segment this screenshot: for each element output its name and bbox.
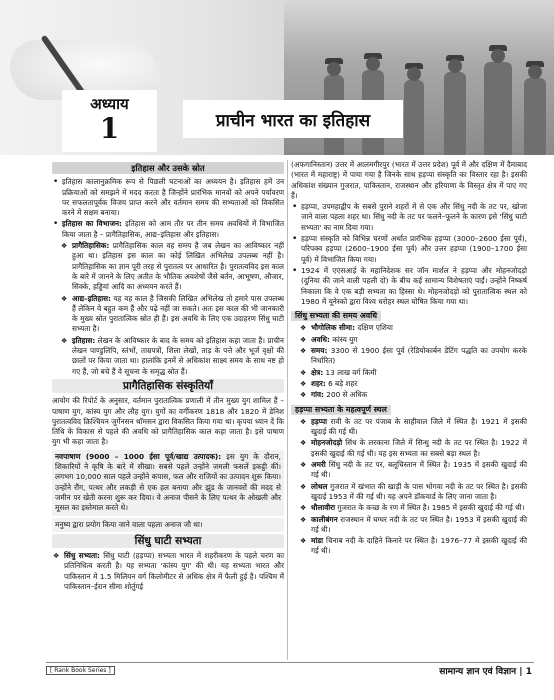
sub-bullet-paragraph: ❖ इतिहास: लेखन के आविष्कार के बाद के समय को इतिहास कहा जाता है। प्राचीन लेखन पाण्डुलिपि, स्तंभों, ताम्रपत्रों, शिला लेखों, ताड़ के पत्ते और भूर्ज वृक्षों की छालों पर किया जाता था। हालांकि इनमें से अधिकांश साक्ष्य समय के साथ नष्ट हो गए हैं, जो बचे हैं वे सूचना के समृद्ध स्रोत हैं। — [60, 336, 284, 377]
sub-heading: सिंधु सभ्यता की समय अवधि — [291, 311, 381, 321]
list-item: ❖ हड़प्पा रावी के तट पर पंजाब के साहीवाल जिले में स्थित है। 1921 में इसकी खुदाई की गई थी। — [299, 417, 527, 438]
list-item: ❖ मोहनजोदड़ो सिंध के लरकाना जिले में सिन्धु नदी के तट पर स्थित है। 1922 में इसकी खुदाई की गई थी। यह इस सभ्यता का सबसे बड़ा स्थल है। — [299, 438, 527, 459]
list-item: ❖ धौलावीरा गुजरात के कच्छ के रण में स्थित है। 1985 में इसकी खुदाई की गई थी। — [299, 503, 527, 513]
highlight-paragraph: मनुष्य द्वारा प्रयोग किया जाने वाला पहला अनाज जौ था। — [52, 518, 284, 532]
paragraph: (अफगानिस्तान) उत्तर में आलमगीरपुर (भारत में उत्तर प्रदेश) पूर्व में और दक्षिण में दैमाबाद (भारत में महाराष्ट्र) में पाया गया है जिनके साथ हड़प्पा संस्कृति का विस्तार रहा है। इसकी अधिकांश संख्यान गुजरात, पाकिस्तान, राजस्थान और हरियाणा के विस्तृत क्षेत्र में पाए गए हैं। — [291, 160, 527, 200]
series-badge: [ Rank Book Series ] — [46, 666, 115, 675]
list-item: ❖ भौगोलिक सीमा: दक्षिण एशिया — [299, 323, 527, 333]
title-box — [183, 100, 403, 138]
left-column — [52, 160, 284, 593]
paragraph: आयोग की रिपोर्ट के अनुसार, वर्तमान पुरातात्विक प्रणाली में तीन मुख्य युग शामिल हैं – पाषाण युग, कांस्य युग और लौह युग। युगों का वर्गीकरण 1818 और 1820 में डेनिश पुरातत्वविद क्रिश्चियन जुर्गेनसन थॉमसन द्वारा विकसित किया गया था। कृपया ध्यान दें कि तिथि के विकास से पहले की अवधि को प्रागैतिहासिक काल कहा जाता है। इसे पाषाण युग भी कहा जाता है। — [52, 396, 284, 447]
bullet-paragraph: • 1924 में एएसआई के महानिदेशक सर जॉन मार्शल ने हड़प्पा और मोहनजोदड़ो (दुनिया की जाने वाली पहली दो) के बीच कई सामान्य विशेषताएं पाईं। उन्होंने निष्कर्ष निकाला कि वे एक बड़ी सभ्यता का हिस्सा थे। मोहनजोदड़ो को पुरातात्विक स्थल को 1980 में यूनेस्को द्वारा विश्व धरोहर स्थल घोषित किया गया था। — [291, 266, 527, 307]
section-heading: सिंधु घाटी सभ्यता — [52, 534, 284, 548]
bullet-paragraph: ❖ सिंधु सभ्यता: सिंधु घाटी (हड़प्पा) सभ्यता भारत में शहरीकरण के पहले चरण का प्रतिनिधित्व करती है। यह सभ्यता 'कांस्य युग' की थी। यह सभ्यता भारत और पाकिस्तान में 1.5 मिलियन वर्ग किलोमीटर से अधिक क्षेत्र में फैली हुई है। पश्चिम में पाकिस्तान–ईरान सीमा शोर्तुगई — [52, 551, 284, 592]
sub-bullet-paragraph: ❖ आद्य–इतिहास: यह वह काल है जिसकी लिखित अभिलेख तो हमारे पास उपलब्ध हैं लेकिन वे बहुत कम हैं और पढ़े नहीं जा सकते। अतः इस काल की भी जानकारी के मुख्य स्रोत पुरातात्विक स्रोत ही हैं। इस अवधि के लिए एक उदाहरण सिंधु घाटी सभ्यता है। — [60, 294, 284, 335]
bullet-paragraph: • हड़प्पा, उपमहाद्वीप के सबसे पुराने शहरों में से एक और सिंधु नदी के तट पर, खोजा जाने वाला पहला शहर था। सिंधु नदी के तट पर फलने–फूलने के कारण इसे 'सिंधु घाटी सभ्यता' का नाम दिया गया। — [291, 202, 527, 233]
footer-rule — [46, 662, 534, 663]
page-title: प्राचीन भारत का इतिहास — [215, 110, 371, 131]
section-heading: इतिहास और उसके स्रोत — [52, 162, 284, 174]
column-divider — [287, 160, 288, 660]
list-item: ❖ समय: 3300 से 1900 ईसा पूर्व (रेडियोकार्बन डेटिंग पद्धति का उपयोग करके निर्धारित) — [299, 346, 527, 367]
bullet-paragraph: • इतिहास का विभाजन: इतिहास को आम तौर पर तीन समय अवधियों में विभाजित किया जाता है – प्रागैतिहासिक, आद्य–इतिहास और इतिहास। — [52, 219, 284, 240]
list-item: ❖ अवधि: कांस्य युग — [299, 335, 527, 345]
list-item: ❖ गांव: 200 से अधिक — [299, 390, 527, 400]
chapter-label — [62, 90, 157, 152]
highlight-paragraph: नवपाषाण (9000 – 1000 ईसा पूर्व/खाद्य उत्पादक): इस युग के दौरान, शिकारियों ने कृषि के बारे में सीखा। सबसे पहले उन्होंने जमली फसलें इकट्ठी कीं। लगभग 10,000 साल पहले उन्होंने कपास, फल और राजियों का उत्पादन शुरू किया। उन्होंने रौंग, पत्थर और लकड़ी से एक हल बनाया और झुंड के जानवरों की मदद से जमीन पर खेती करना शुरू कर दिया। वे अनाज पीसने के लिए पत्थर के ओखली और मूसल का इस्तेमाल करते थे। — [52, 450, 284, 516]
page-footer-label: सामान्य ज्ञान एवं विज्ञान | 1 — [439, 667, 532, 677]
bullet-paragraph: • इतिहास कालानुक्रमिक रूप से पिछली घटनाओं का अध्ययन है। इतिहास हमें उन प्रक्रियाओं को समझने में मदद करता है जिन्होंने प्रारंभिक मानवों को अपने पर्यावरण पर सफलतापूर्वक विजय प्राप्त करने और वर्तमान समय की सभ्यताओं को विकसित करने में सक्षम बनाया। — [52, 177, 284, 218]
list-item: ❖ लोथल गुजरात में खंभात की खाड़ी के पास भोगवा नदी के तट पर स्थित है। इसकी खुदाई 1953 में की गई थी। यह अपने डॉकयार्ड के लिए जाना जाता है। — [299, 482, 527, 503]
section-heading: प्रागैतिहासिक संस्कृतियाँ — [52, 379, 284, 393]
sub-bullet-paragraph: ❖ प्रागैतिहासिक: प्रागैतिहासिक काल वह समय है जब लेखन का आविष्कार नहीं हुआ था। इतिहास इस काल का कोई लिखित अभिलेख उपलब्ध नहीं है। प्रागैतिहासिक का ज्ञान पूरी तरह से पुरातत्व पर आधारित है। पुरातत्वविद इस काल के बारे में जानने के लिए अतीत के भौतिक अवशेषों जैसे बर्तन, आभूषण, औजार, सिक्के, हड्डियां आदि का अध्ययन करते हैं। — [60, 241, 284, 292]
list-item: ❖ अमरी सिंधु नदी के तट पर, बलूचिस्तान में स्थित है। 1935 में इसकी खुदाई की गई थी। — [299, 460, 527, 481]
chapter-number: 1 — [99, 112, 120, 145]
bullet-paragraph: • हड़प्पा संस्कृति को विभिन्न चरणों अर्थात प्रारंभिक हड़प्पा (3000–2600 ईसा पूर्व), परिपक्व हड़प्पा (2600–1900 ईसा पूर्व) और उत्तर हड़प्पा (1900–1700 ईसा पूर्व) में विभाजित किया गया। — [291, 234, 527, 265]
chapter-word: अध्याय — [90, 95, 129, 113]
list-item: ❖ मांडा चिनाब नदी के दाहिने किनारे पर स्थित है। 1976–77 में इसकी खुदाई की गई थी। — [299, 536, 527, 557]
right-column — [291, 160, 527, 558]
list-item: ❖ क्षेत्र: 13 लाख वर्ग किमी — [299, 368, 527, 378]
list-item: ❖ कालीबंगन राजस्थान में घग्घर नदी के तट पर स्थित है। 1953 में इसकी खुदाई की गई थी। — [299, 515, 527, 536]
sub-heading: हड़प्पा सभ्यता के महत्वपूर्ण स्थल — [291, 405, 391, 415]
list-item: ❖ शहर: 6 बड़े शहर — [299, 379, 527, 389]
